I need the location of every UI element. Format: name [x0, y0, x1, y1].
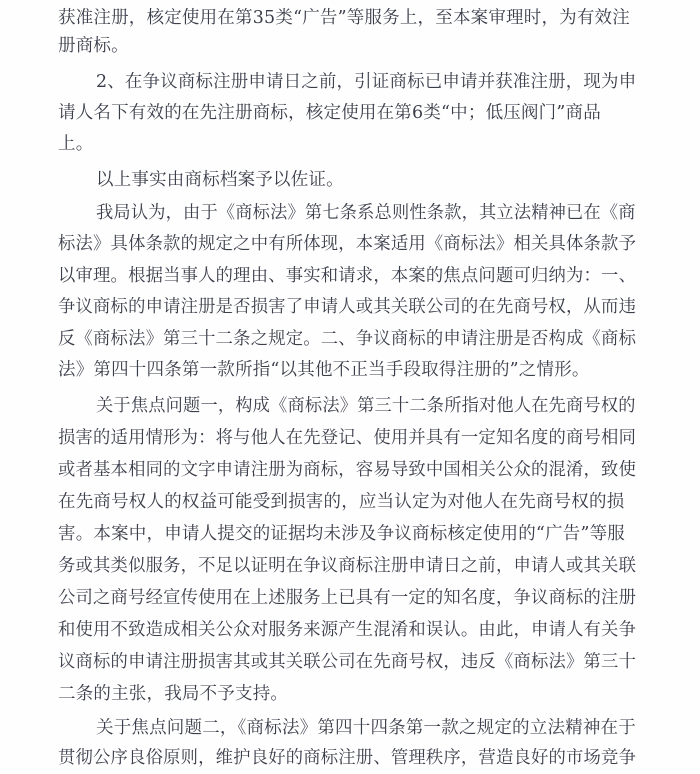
text-line: 我局认为，由于《商标法》第七条系总则性条款，其立法精神已在《商	[96, 203, 636, 223]
text-line: 以上事实由商标档案予以佐证。	[96, 170, 344, 190]
text-line: 2、在争议商标注册申请日之前，引证商标已申请并获准注册，现为申	[96, 72, 637, 92]
text-line: 争议商标的申请注册是否损害了申请人或其关联公司的在先商号权，从而违	[58, 297, 637, 317]
text-line: 公司之商号经宣传使用在上述服务上已具有一定的知名度，争议商标的注册	[58, 588, 637, 608]
text-line: 上。	[58, 134, 94, 154]
text-line: 在先商号权人的权益可能受到损害的，应当认定为对他人在先商号权的损	[58, 492, 625, 512]
text-line: 务或其类似服务，不足以证明在争议商标注册申请日之前，申请人或其关联	[58, 556, 637, 576]
text-line: 法》第四十四条第一款所指“以其他不正当手段取得注册的”之情形。	[58, 360, 590, 380]
text-line: 或者基本相同的文字申请注册为商标，容易导致中国相关公众的混淆，致使	[58, 460, 637, 480]
text-line: 反《商标法》第三十二条之规定。二、争议商标的申请注册是否构成《商标	[58, 329, 637, 349]
text-line: 标法》具体条款的规定之中有所体现，本案适用《商标法》相关具体条款予	[58, 234, 637, 254]
text-line: 请人名下有效的在先注册商标，核定使用在第6类“中；低压阀门”商品	[58, 103, 601, 123]
text-line: 关于焦点问题二，《商标法》第四十四条第一款之规定的立法精神在于	[96, 718, 636, 738]
text-line: 和使用不致造成相关公众对服务来源产生混淆和误认。由此，申请人有关争	[58, 620, 637, 640]
text-line: 获准注册，核定使用在第35类“广告”等服务上，至本案审理时，为有效注	[58, 8, 630, 28]
text-line: 贯彻公序良俗原则，维护良好的商标注册、管理秩序，营造良好的市场竞争	[58, 748, 637, 768]
text-line: 二条的主张，我局不予支持。	[58, 684, 289, 704]
text-line: 损害的适用情形为：将与他人在先登记、使用并具有一定知名度的商号相同	[58, 428, 637, 448]
text-line: 关于焦点问题一，构成《商标法》第三十二条所指对他人在先商号权的	[96, 396, 636, 416]
text-line: 议商标的申请注册损害其或其关联公司在先商号权，违反《商标法》第三十	[58, 652, 637, 672]
text-line: 册商标。	[58, 36, 129, 56]
text-line: 害。本案中，申请人提交的证据均未涉及争议商标核定使用的“广告”等服	[58, 524, 625, 544]
text-line: 以审理。根据当事人的理由、事实和请求，本案的焦点问题可归纳为：一、	[58, 266, 637, 286]
